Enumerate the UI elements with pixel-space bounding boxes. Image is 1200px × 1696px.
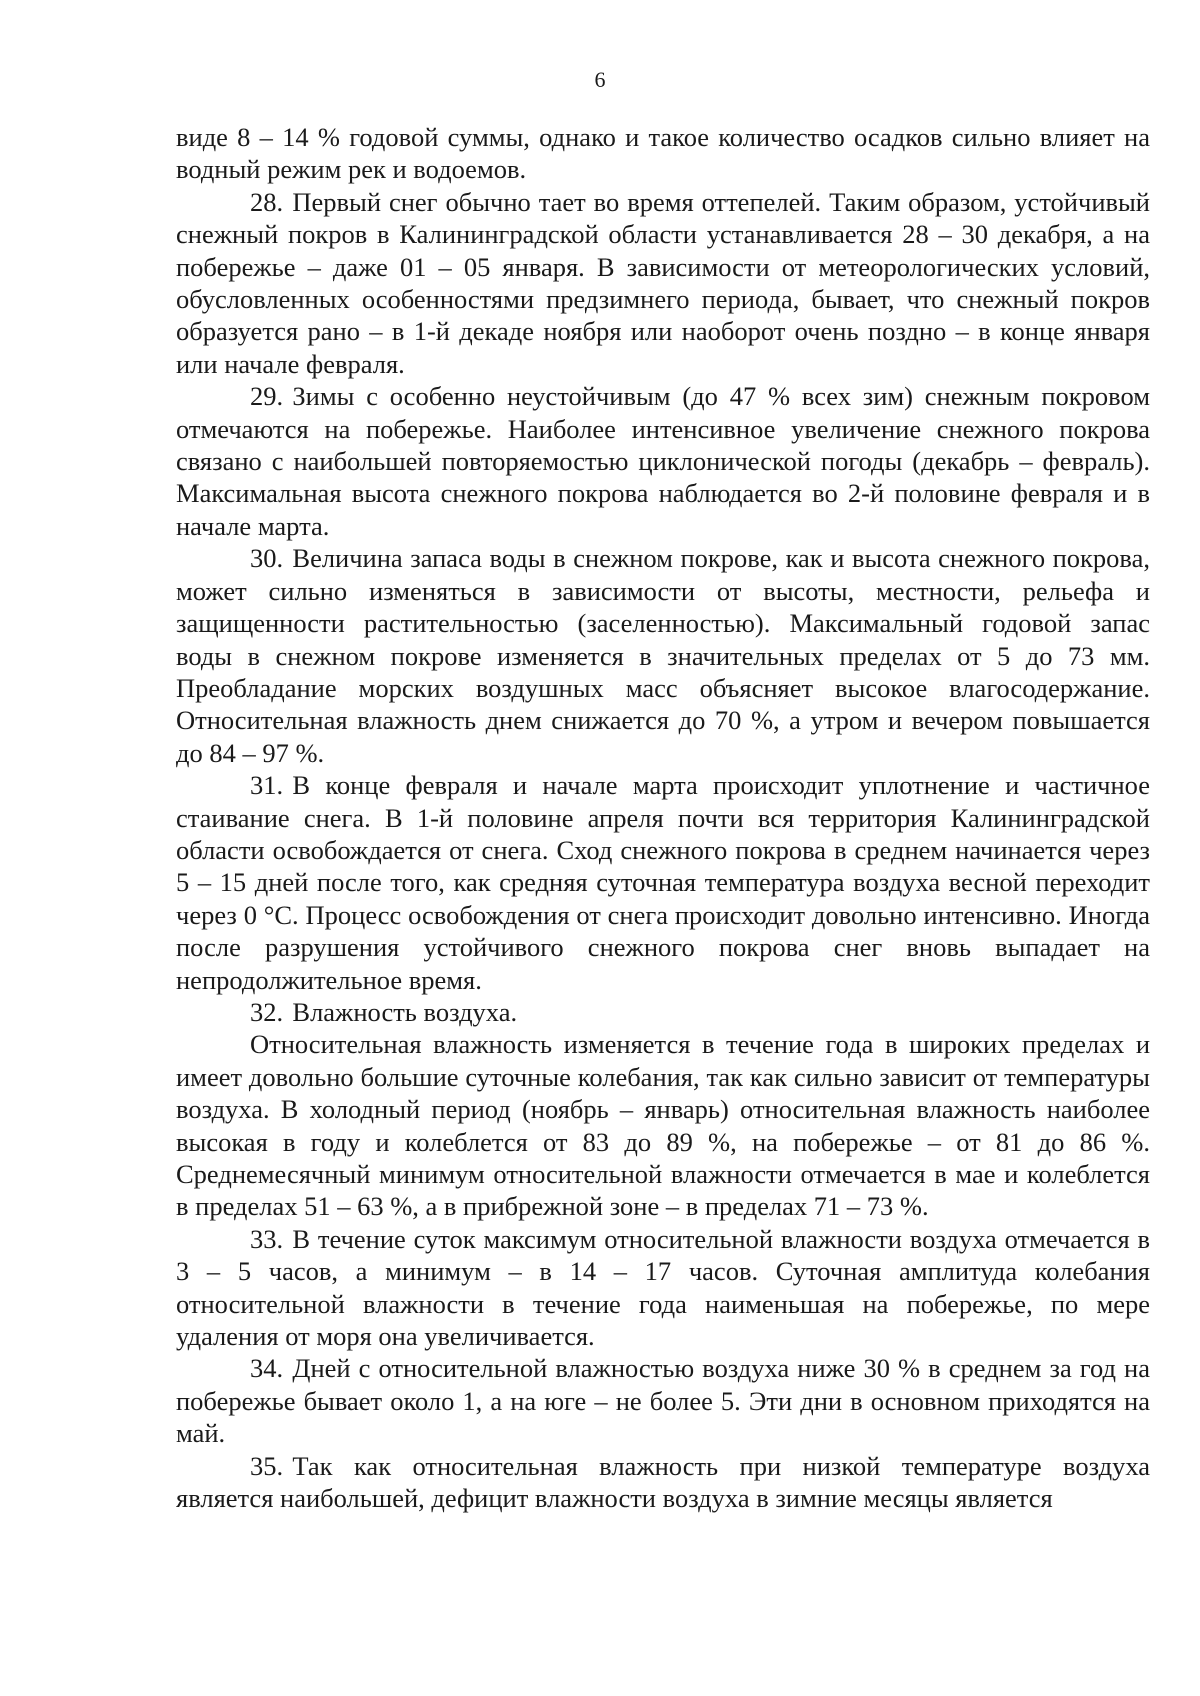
- paragraph-text: Зимы с особенно неустойчивым (до 47 % всех зим) снежным покровом отмечаются на побережье. Наиболее интенсивное увеличение снежного покрова связано с наибольшей повторяемостью циклонической погоды (декабрь – февраль). Максимальная высота снежного покрова наблюдается во 2-й половине февраля и в начале марта.: [176, 381, 1150, 541]
- paragraph-number: 29.: [250, 381, 284, 412]
- paragraph-number: 34.: [250, 1353, 284, 1384]
- paragraph-continuation: [176, 121, 1150, 186]
- paragraph-31: [176, 769, 1150, 996]
- paragraph-text: Первый снег обычно тает во время оттепелей. Таким образом, устойчивый снежный покров в Калининградской области устанавливается 28 – 30 декабря, а на побережье – даже 01 – 05 января. В зависимости от метеорологических условий, обусловленных особенностями предзимнего периода, бывает, что снежный покров образуется рано – в 1-й декаде ноября или наоборот очень поздно – в конце января или начале февраля.: [176, 186, 1150, 379]
- paragraph-35: [176, 1450, 1150, 1515]
- paragraph-number: 28.: [250, 186, 284, 217]
- section-heading: Влажность воздуха.: [292, 996, 518, 1027]
- paragraph-number: 33.: [250, 1223, 284, 1254]
- paragraph-29: [176, 380, 1150, 542]
- paragraph-text: Так как относительная влажность при низкой температуре воздуха является наибольшей, дефицит влажности воздуха в зимние месяцы является: [176, 1450, 1150, 1514]
- paragraph-text: Дней с относительной влажностью воздуха ниже 30 % в среднем за год на побережье бывает около 1, а на юге – не более 5. Эти дни в основном приходятся на май.: [176, 1353, 1150, 1449]
- paragraph-number: 32.: [250, 996, 284, 1027]
- paragraph-33: [176, 1223, 1150, 1353]
- paragraph-28: [176, 186, 1150, 380]
- paragraph-text: Величина запаса воды в снежном покрове, как и высота снежного покрова, может сильно изменяться в зависимости от высоты, местности, рельефа и защищенности растительностью (заселенностью). Максимальный годовой запас воды в снежном покрове изменяется в значительных пределах от 5 до 73 мм. Преобладание морских воздушных масс объясняет высокое влагосодержание. Относительная влажность днем снижается до 70 %, а утром и вечером повышается до 84 – 97 %.: [176, 543, 1150, 768]
- page-number: 6: [594, 67, 606, 92]
- paragraph-text: виде 8 – 14 % годовой суммы, однако и такое количество осадков сильно влияет на водный режим рек и водоемов.: [176, 122, 1150, 185]
- document-body: [176, 121, 1150, 1514]
- paragraph-number: 30.: [250, 543, 284, 574]
- paragraph-34: [176, 1352, 1150, 1449]
- paragraph-30: [176, 542, 1150, 769]
- paragraph-text: Относительная влажность изменяется в течение года в широких пределах и имеет довольно большие суточные колебания, так как сильно зависит от температуры воздуха. В холодный период (ноябрь – январь) относительная влажность наиболее высокая в году и колеблется от 83 до 89 %, на побережье – от 81 до 86 %. Среднемесячный минимум относительной влажности отмечается в мае и колеблется в пределах 51 – 63 %, а в прибрежной зоне – в пределах 71 – 73 %.: [176, 1029, 1150, 1222]
- paragraph-number: 31.: [250, 770, 284, 801]
- paragraph-32-heading: [176, 996, 1150, 1028]
- paragraph-text: В конце февраля и начале марта происходит уплотнение и частичное стаивание снега. В 1-й половине апреля почти вся территория Калининградской области освобождается от снега. Сход снежного покрова в среднем начинается через 5 – 15 дней после того, как средняя суточная температура воздуха весной переходит через 0 °С. Процесс освобождения от снега происходит довольно интенсивно. Иногда после разрушения устойчивого снежного покрова снег вновь выпадает на непродолжительное время.: [176, 770, 1150, 995]
- paragraph-number: 35.: [250, 1450, 284, 1481]
- paragraph-humidity-intro: [176, 1028, 1150, 1222]
- paragraph-text: В течение суток максимум относительной влажности воздуха отмечается в 3 – 5 часов, а минимум – в 14 – 17 часов. Суточная амплитуда колебания относительной влажности в течение года наименьшая на побережье, по мере удаления от моря она увеличивается.: [176, 1223, 1150, 1352]
